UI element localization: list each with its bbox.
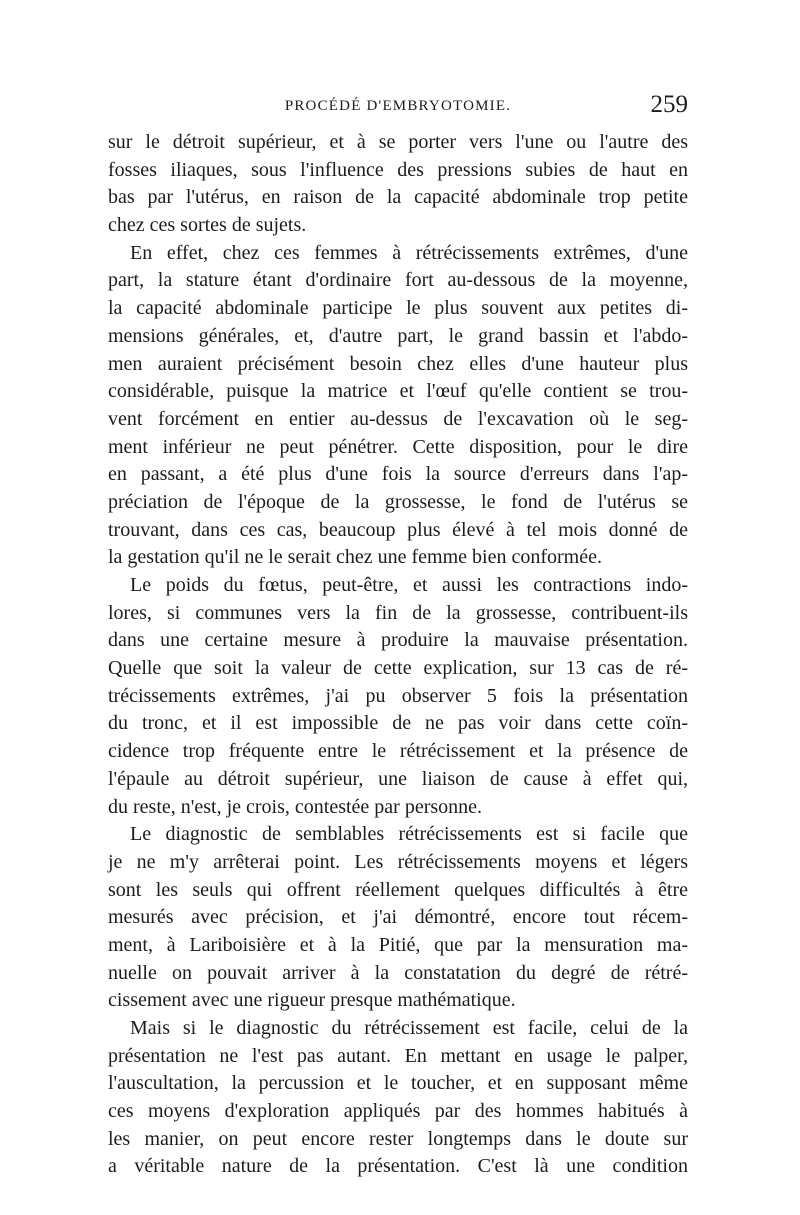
text-line: En effet, chez ces femmes à rétrécissements extrêmes, d'une bbox=[130, 241, 688, 264]
text-line: fosses iliaques, sous l'influence des pressions subies de haut en bbox=[108, 158, 688, 181]
body-text bbox=[108, 129, 688, 1181]
text-line: dans une certaine mesure à produire la mauvaise présentation. bbox=[108, 629, 688, 652]
text-line: trouvant, dans ces cas, beaucoup plus élevé à tel mois donné de bbox=[108, 518, 688, 541]
text-line: je ne m'y arrêterai point. Les rétrécissements moyens et légers bbox=[108, 850, 688, 873]
text-line: la gestation qu'il ne le serait chez une femme bien conformée. bbox=[108, 546, 602, 569]
text-line: les manier, on peut encore rester longtemps dans le doute sur bbox=[108, 1127, 688, 1150]
running-head bbox=[108, 91, 688, 126]
text-line: du tronc, et il est impossible de ne pas voir dans cette coïn- bbox=[108, 712, 688, 735]
text-line: du reste, n'est, je crois, contestée par personne. bbox=[108, 795, 483, 818]
text-line: Mais si le diagnostic du rétrécissement est facile, celui de la bbox=[130, 1017, 688, 1039]
text-line: préciation de l'époque de la grossesse, le fond de l'utérus se bbox=[108, 490, 688, 513]
text-line: ces moyens d'exploration appliqués par des hommes habitués à bbox=[108, 1100, 688, 1123]
text-line: lores, si communes vers la fin de la grossesse, contribuent-ils bbox=[108, 601, 688, 624]
running-title: PROCÉDÉ D'EMBRYOTOMIE. bbox=[284, 98, 512, 114]
text-line: sont les seuls qui offrent réellement quelques difficultés à être bbox=[108, 878, 688, 901]
text-line: Le diagnostic de semblables rétrécissements est si facile que bbox=[130, 823, 688, 846]
text-line: bas par l'utérus, en raison de la capacité abdominale trop petite bbox=[108, 186, 688, 209]
text-line: l'épaule au détroit supérieur, une liaison de cause à effet qui, bbox=[108, 767, 688, 790]
text-line: ment inférieur ne peut pénétrer. Cette disposition, pour le dire bbox=[108, 435, 688, 458]
text-line: a véritable nature de la présentation. C'est là une condition bbox=[108, 1155, 688, 1178]
text-line: cissement avec une rigueur presque mathématique. bbox=[108, 989, 516, 1012]
text-line: considérable, puisque la matrice et l'œuf qu'elle contient se trou- bbox=[108, 380, 688, 403]
text-line: part, la stature étant d'ordinaire fort au-dessous de la moyenne, bbox=[108, 269, 688, 292]
text-line: trécissements extrêmes, j'ai pu observer 5 fois la présentation bbox=[108, 684, 688, 707]
page-number: 259 bbox=[650, 91, 688, 118]
text-line: Quelle que soit la valeur de cette explication, sur 13 cas de ré- bbox=[108, 657, 688, 680]
text-line: men auraient précisément besoin chez elles d'une hauteur plus bbox=[108, 352, 688, 375]
text-line: ment, à Lariboisière et à la Pitié, que par la mensuration ma- bbox=[108, 933, 688, 956]
text-line: vent forcément en entier au-dessus de l'excavation où le seg- bbox=[108, 407, 688, 430]
text-line: en passant, a été plus d'une fois la source d'erreurs dans l'ap- bbox=[108, 463, 688, 486]
text-line: Le poids du fœtus, peut-être, et aussi les contractions indo- bbox=[130, 574, 688, 596]
text-line: la capacité abdominale participe le plus souvent aux petites di- bbox=[108, 297, 688, 320]
text-line: nuelle on pouvait arriver à la constatation du degré de rétré- bbox=[108, 961, 688, 984]
text-line: mesurés avec précision, et j'ai démontré, encore tout récem- bbox=[108, 906, 688, 929]
text-line: chez ces sortes de sujets. bbox=[108, 214, 307, 237]
text-line: cidence trop fréquente entre le rétrécissement et la présence de bbox=[108, 740, 688, 763]
text-line: présentation ne l'est pas autant. En mettant en usage le palper, bbox=[108, 1044, 688, 1067]
text-line: sur le détroit supérieur, et à se porter vers l'une ou l'autre des bbox=[108, 131, 688, 153]
text-line: mensions générales, et, d'autre part, le grand bassin et l'abdo- bbox=[108, 324, 688, 347]
text-line: l'auscultation, la percussion et le toucher, et en supposant même bbox=[108, 1072, 688, 1095]
